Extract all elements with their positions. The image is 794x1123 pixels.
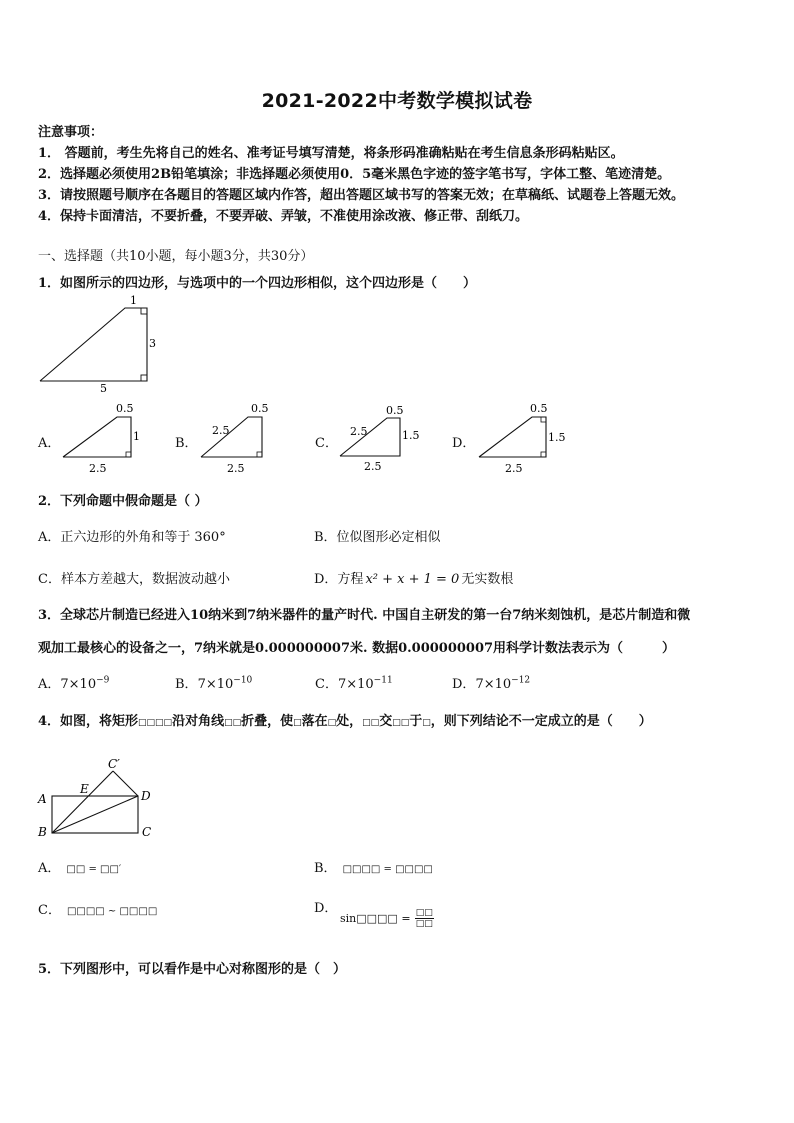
q1-stem: 1．如图所示的四边形，与选项中的一个四边形相似，这个四边形是（ ） [38,276,477,291]
q4-stem-part-1: 4．如图，将矩形 [38,714,139,729]
q4-label-b: B [38,825,47,839]
q4-stem-part-8: ，则下列结论不一定成立的是（ ） [430,714,652,729]
q3-a-base: 7×10 [60,677,97,692]
q4-label-a: A [38,792,47,806]
q4-stem-blank-4: □ [327,718,337,728]
q2-option-d-equation: x² + x + 1 = 0 [365,572,460,587]
q4-stem-blank-6: □□ [392,718,410,728]
q2-option-a-text: A．正六边形的外角和等于 [38,530,191,545]
q3-line-2: 观加工最核心的设备之一，7纳米就是0.000000007米. 数据0.000000007用科学计数法表示为（ ） [38,641,676,656]
section-heading: 一、选择题（共10小题，每小题3分，共30分） [38,249,314,264]
q3-b-letter: B． [175,677,198,692]
q1-option-a-letter[interactable]: A． [38,436,61,451]
q3-c-letter: C． [315,677,338,692]
q4-c-math: □□□□ ~ □□□□ [66,906,158,917]
q4-stem-part-4: 落在 [301,714,328,729]
page-title: 2021-2022中考数学模拟试卷 [261,90,533,112]
notes-item-2: 2．选择题必须使用2B铅笔填涂；非选择题必须使用0．5毫米黑色字迹的签字笔书写，字体工整、笔迹清楚。 [38,167,671,182]
q4-rectangle-figure [30,752,170,844]
q4-d-sin: sin□□□□ = [340,912,411,925]
q2-option-d-prefix: D．方程 [314,572,364,587]
q3-a-exp: −9 [96,675,110,686]
q4-d-numerator: □□ [415,908,433,918]
q2-option-d[interactable] [314,568,513,587]
q1-c-top-label: 0.5 [386,404,404,417]
q3-d-exp: −12 [511,675,531,686]
q2-option-c[interactable]: C．样本方差越大，数据波动越小 [38,572,230,587]
q4-option-d-letter[interactable]: D． [314,901,338,916]
q1-main-bottom-label: 5 [100,382,107,395]
q3-d-base: 7×10 [475,677,512,692]
q1-a-right-label: 1 [133,430,140,443]
q4-stem-blank-2: □□ [224,718,242,728]
q1-main-top-label: 1 [130,294,137,307]
q1-option-b-figure [195,400,280,475]
q2-option-a-math: 360° [194,530,226,545]
q1-d-right-label: 1.5 [548,431,566,444]
q3-option-b[interactable] [175,673,252,692]
q4-stem-blank-7: □ [422,718,431,728]
q4-b-math: □□□□ = □□□□ [342,864,433,875]
q2-option-a[interactable] [38,526,226,545]
q3-option-d[interactable] [452,673,530,692]
q3-b-exp: −10 [233,675,253,686]
q1-main-right-label: 3 [149,337,156,350]
q4-d-fraction [415,908,434,929]
q4-option-c[interactable] [38,899,157,918]
q4-stem-part-3: 折叠，使 [241,714,294,729]
q4-a-letter: A． [38,861,61,876]
q2-option-b[interactable]: B．位似图形必定相似 [314,530,441,545]
q4-stem-part-2: 沿对角线 [172,714,225,729]
q4-stem-blank-3: □ [293,718,302,728]
q4-stem [38,710,652,729]
q3-a-letter: A． [38,677,61,692]
q1-option-d-figure [475,400,575,475]
q1-a-bottom-label: 2.5 [89,462,107,475]
q4-option-d[interactable] [340,908,434,929]
notes-item-1: 1． 答题前，考生先将自己的姓名、准考证号填写清楚，将条形码准确粘贴在考生信息条形码粘贴区。 [38,146,624,161]
q3-line-1: 3．全球芯片制造已经进入10纳米到7纳米器件的量产时代. 中国自主研发的第一台7纳米刻蚀机，是芯片制造和微 [38,608,691,623]
q1-c-right-label: 1.5 [402,429,420,442]
q1-c-left-label: 2.5 [350,425,368,438]
q4-b-letter: B． [314,861,337,876]
q3-c-exp: −11 [373,675,393,686]
q4-option-b[interactable] [314,857,433,876]
q1-a-top-label: 0.5 [116,402,134,415]
q4-label-c-prime: C′ [108,757,120,771]
q1-main-figure [30,292,160,402]
q4-d-denominator: □□ [415,919,433,929]
q2-stem: 2．下列命题中假命题是（ ） [38,494,208,509]
q1-c-bottom-label: 2.5 [364,460,382,473]
q4-stem-part-5: 处， [336,714,363,729]
q4-label-e: E [80,782,89,796]
q3-c-base: 7×10 [337,677,374,692]
q1-b-top-label: 0.5 [251,402,269,415]
q1-b-bottom-label: 2.5 [227,462,245,475]
q4-option-a[interactable] [38,857,121,876]
q1-option-b-letter[interactable]: B． [175,436,198,451]
q1-option-c-figure [335,400,430,475]
q3-b-base: 7×10 [197,677,234,692]
q2-option-d-suffix: 无实数根 [461,572,514,587]
q1-d-top-label: 0.5 [530,402,548,415]
q4-stem-blank-1: □□□□ [138,718,173,728]
q4-label-d: D [141,789,151,803]
q3-d-letter: D． [452,677,476,692]
q1-d-bottom-label: 2.5 [505,462,523,475]
q3-option-c[interactable] [315,673,393,692]
q5-stem: 5．下列图形中，可以看作是中心对称图形的是（ ） [38,962,347,977]
q4-stem-blank-5: □□ [362,718,380,728]
q4-c-letter: C． [38,903,61,918]
q4-stem-part-6: 交 [379,714,393,729]
notes-item-3: 3．请按照题号顺序在各题目的答题区域内作答，超出答题区域书写的答案无效；在草稿纸、试题卷上答题无效。 [38,188,685,203]
notes-item-4: 4．保持卡面清洁，不要折叠，不要弄破、弄皱，不准使用涂改液、修正带、刮纸刀。 [38,209,529,224]
q4-stem-part-7: 于 [409,714,423,729]
q3-option-a[interactable] [38,673,109,692]
q1-option-d-letter[interactable]: D． [452,436,476,451]
q1-b-left-label: 2.5 [212,424,230,437]
q4-label-c: C [142,825,152,839]
q1-option-c-letter[interactable]: C． [315,436,338,451]
q4-a-math: □□ = □□′ [66,864,122,875]
notes-header: 注意事项： [38,125,104,140]
q1-option-a-figure [60,400,150,475]
